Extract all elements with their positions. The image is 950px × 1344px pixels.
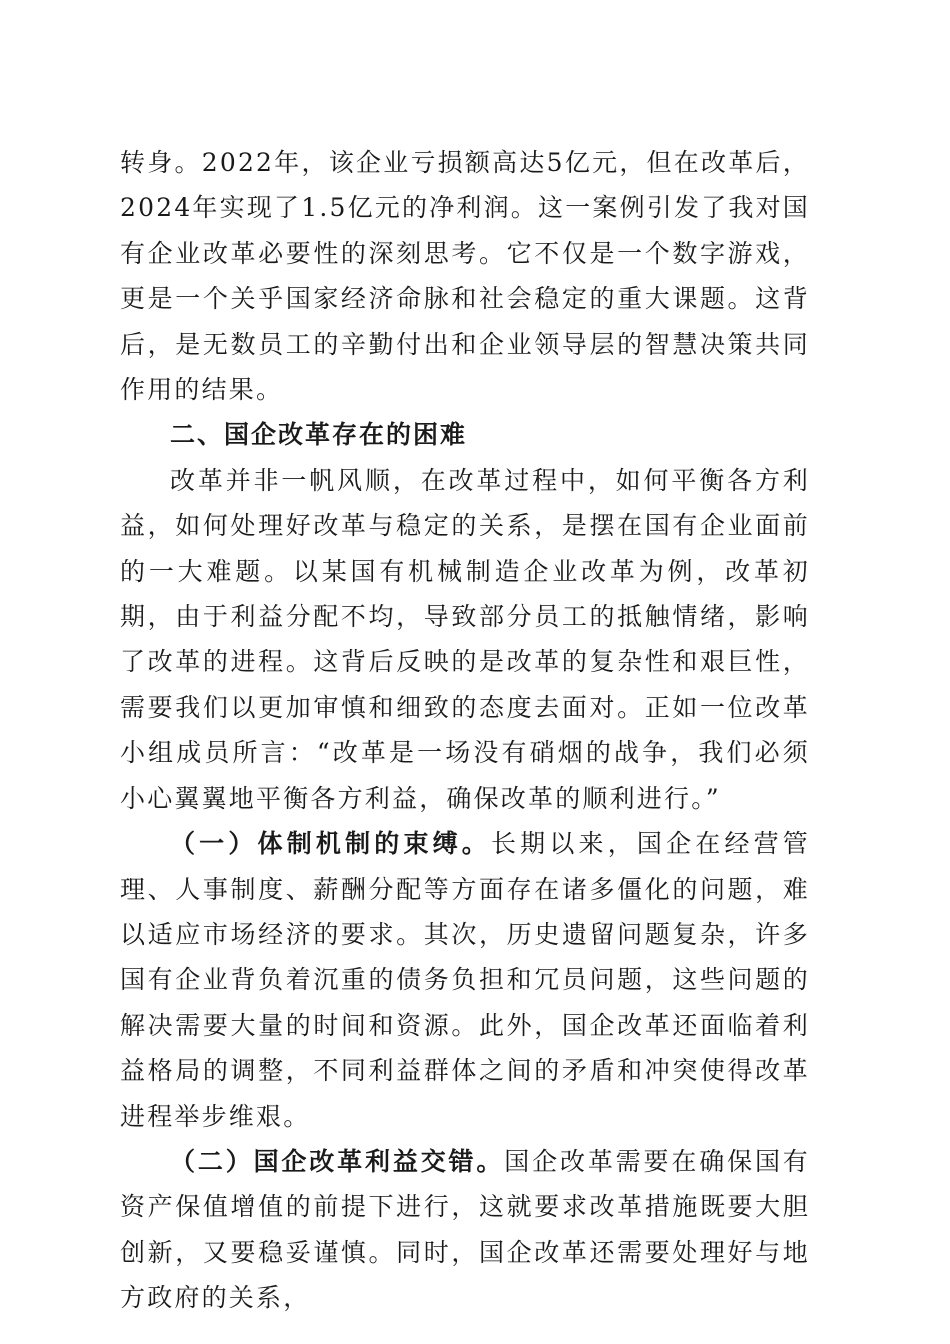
paragraph-interest-conflicts [120, 1139, 810, 1321]
subheading-interest-conflicts: （二）国企改革利益交错。 [170, 1146, 505, 1176]
paragraph-institutional-constraints [120, 821, 810, 1139]
paragraph-reform-difficulties: 改革并非一帆风顺，在改革过程中，如何平衡各方利益，如何处理好改革与稳定的关系，是摆在国有企业面前的一大难题。以某国有机械制造企业改革为例，改革初期，由于利益分配不均，导致部分员工的抵触情绪，影响了改革的进程。这背后反映的是改革的复杂性和艰巨性，需要我们以更加审慎和细致的态度去面对。正如一位改革小组成员所言：“改革是一场没有硝烟的战争，我们必须小心翼翼地平衡各方利益，确保改革的顺利进行。” [120, 465, 810, 813]
section-heading: 二、国企改革存在的困难 [170, 420, 468, 450]
paragraph-body-institutional-constraints: 长期以来，国企在经营管理、人事制度、薪酬分配等方面存在诸多僵化的问题，难以适应市场经济的要求。其次，历史遗留问题复杂，许多国有企业背负着沉重的债务负担和冗员问题，这些问题的解决需要大量的时间和资源。此外，国企改革还面临着利益格局的调整，不同利益群体之间的矛盾和冲突使得改革进程举步维艰。 [120, 829, 811, 1131]
subheading-institutional-constraints: （一）体制机制的束缚。 [170, 829, 491, 859]
document-body [120, 140, 810, 1321]
paragraph-body-interest-conflicts: 国企改革需要在确保国有资产保值增值的前提下进行，这就要求改革措施既要大胆创新，又要稳妥谨慎。同时，国企改革还需要处理好与地方政府的关系， [120, 1146, 811, 1313]
paragraph-continuation: 转身。2022年，该企业亏损额高达5亿元，但在改革后，2024年实现了1.5亿元的净利润。这一案例引发了我对国有企业改革必要性的深刻思考。它不仅是一个数字游戏，更是一个关乎国家经济命脉和社会稳定的重大课题。这背后，是无数员工的辛勤付出和企业领导层的智慧决策共同作用的结果。 [120, 148, 810, 405]
